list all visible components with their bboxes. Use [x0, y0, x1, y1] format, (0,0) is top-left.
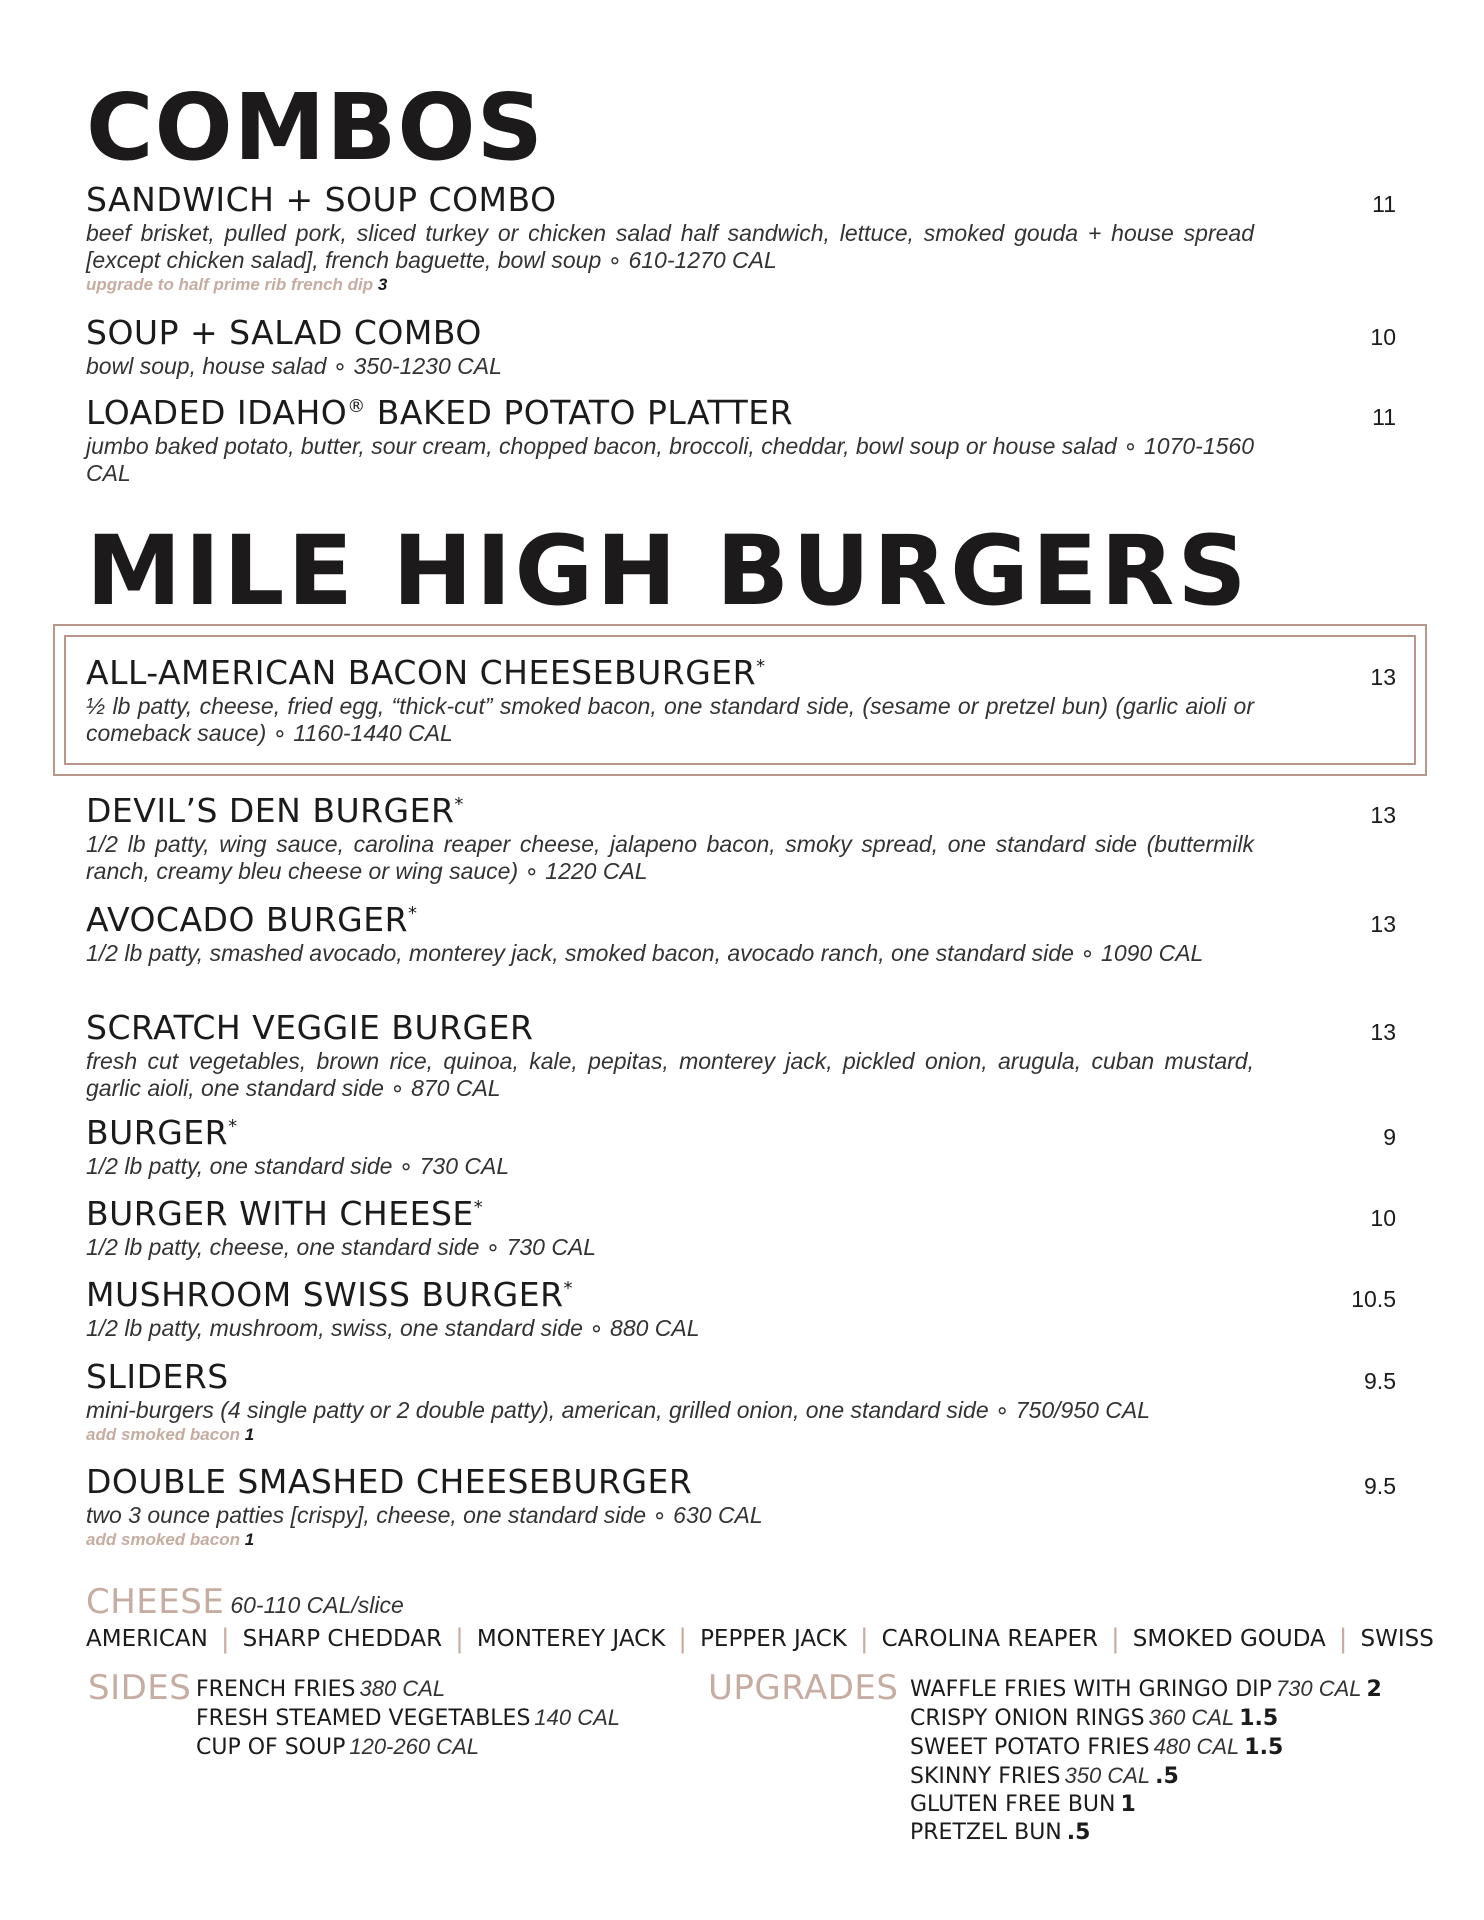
- item-price: 13: [1370, 911, 1396, 937]
- item-name: DOUBLE SMASHED CHEESEBURGER: [86, 1462, 693, 1501]
- item-name: SCRATCH VEGGIE BURGER: [86, 1008, 534, 1047]
- cheese-calories: 60-110 CAL/slice: [230, 1592, 404, 1618]
- line-item-name: FRENCH FRIES: [196, 1677, 356, 1702]
- line-item-price: 1.5: [1239, 1706, 1279, 1731]
- item-name: [86, 900, 1396, 939]
- item-name: [86, 1113, 1396, 1152]
- item-name-text: DEVIL’S DEN BURGER: [86, 791, 455, 830]
- sides-list: [196, 1675, 716, 1762]
- side-item: [196, 1675, 716, 1704]
- item-price: 13: [1370, 664, 1396, 690]
- upgrade-item: [910, 1762, 1450, 1791]
- line-item-calories: 480 CAL: [1153, 1734, 1240, 1759]
- menu-item-burger-with-cheese: [86, 1194, 1396, 1261]
- item-price: 10: [1370, 1205, 1396, 1231]
- item-name: [86, 791, 1396, 830]
- cheese-separator: |: [1338, 1624, 1348, 1654]
- line-item-calories: 120-260 CAL: [349, 1734, 479, 1759]
- menu-item-scratch-veggie-burger: [86, 1008, 1396, 1102]
- menu-item-sliders: [86, 1357, 1396, 1445]
- item-description: 1/2 lb patty, mushroom, swiss, one standard side ∘ 880 CAL: [86, 1314, 700, 1341]
- upgrade-item: [910, 1819, 1450, 1847]
- item-addon: [86, 275, 1396, 295]
- addon-label: add smoked bacon: [86, 1529, 240, 1549]
- item-price: 13: [1370, 802, 1396, 828]
- line-item-name: PRETZEL BUN: [910, 1820, 1062, 1845]
- addon-label: upgrade to half prime rib french dip: [86, 274, 374, 294]
- line-item-name: WAFFLE FRIES WITH GRINGO DIP: [910, 1677, 1272, 1702]
- item-description: 1/2 lb patty, smashed avocado, monterey jack, smoked bacon, avocado ranch, one standard side ∘ 1090 CAL: [86, 939, 1204, 966]
- line-item-calories: 730 CAL: [1275, 1676, 1362, 1701]
- asterisk-mark: *: [408, 903, 418, 924]
- cheese-separator: |: [1111, 1624, 1120, 1654]
- addon-price: 1: [244, 1424, 255, 1444]
- item-price: 9: [1383, 1124, 1396, 1150]
- item-description: beef brisket, pulled pork, sliced turkey or chicken salad half sandwich, lettuce, smoked gouda + house spread [except chicken salad], french baguette, bowl soup ∘ 610-1270 CAL: [86, 219, 1254, 273]
- cheese-option: CAROLINA REAPER: [881, 1626, 1099, 1652]
- registered-mark: ®: [347, 396, 366, 417]
- item-addon: [86, 1530, 1396, 1550]
- item-description: bowl soup, house salad ∘ 350-1230 CAL: [86, 352, 502, 379]
- line-item-price: 2: [1366, 1677, 1382, 1702]
- upgrade-item: [910, 1733, 1450, 1762]
- menu-item-double-smashed-cheeseburger: [86, 1462, 1396, 1550]
- item-name-text: AVOCADO BURGER: [86, 900, 408, 939]
- upgrade-item: [910, 1704, 1450, 1733]
- item-name-text: BURGER: [86, 1113, 229, 1152]
- line-item-price: 1: [1120, 1792, 1136, 1817]
- cheese-option: SMOKED GOUDA: [1132, 1626, 1326, 1652]
- cheese-separator: |: [455, 1624, 464, 1654]
- item-name-part: BAKED POTATO PLATTER: [365, 393, 794, 432]
- line-item-calories: 140 CAL: [534, 1705, 621, 1730]
- burgers-title: MILE HIGH BURGERS: [86, 515, 1250, 627]
- cheese-label: CHEESE: [86, 1582, 225, 1622]
- item-description: two 3 ounce patties [crispy], cheese, one standard side ∘ 630 CAL: [86, 1501, 763, 1528]
- line-item-name: SWEET POTATO FRIES: [910, 1735, 1150, 1760]
- cheese-option: MONTEREY JACK: [476, 1626, 666, 1652]
- menu-item-devils-den-burger: [86, 791, 1396, 885]
- asterisk-mark: *: [563, 1278, 573, 1299]
- item-name-part: LOADED IDAHO: [86, 393, 348, 432]
- item-name: [86, 1194, 1396, 1233]
- item-name: [86, 393, 1396, 432]
- menu-item-soup-salad-combo: [86, 313, 1396, 380]
- cheese-options: [86, 1582, 1434, 1654]
- item-price: 13: [1370, 1019, 1396, 1045]
- asterisk-mark: *: [473, 1197, 484, 1218]
- upgrades-label: UPGRADES: [708, 1668, 899, 1708]
- item-price: 10: [1370, 324, 1396, 350]
- upgrade-item: [910, 1791, 1450, 1819]
- line-item-price: .5: [1066, 1820, 1091, 1845]
- menu-item-sandwich-soup-combo: [86, 180, 1396, 295]
- asterisk-mark: *: [454, 794, 464, 815]
- side-item: [196, 1733, 716, 1762]
- cheese-option: AMERICAN: [86, 1626, 208, 1652]
- asterisk-mark: *: [228, 1116, 238, 1137]
- item-price: 9.5: [1364, 1368, 1396, 1394]
- cheese-separator: |: [678, 1624, 688, 1654]
- menu-item-loaded-idaho-potato: [86, 393, 1396, 487]
- item-name-text: MUSHROOM SWISS BURGER: [86, 1275, 564, 1314]
- cheese-option: PEPPER JACK: [700, 1626, 847, 1652]
- cheese-option: SHARP CHEDDAR: [242, 1626, 443, 1652]
- cheese-header: [86, 1582, 1406, 1622]
- line-item-price: 1.5: [1244, 1735, 1284, 1760]
- item-description: jumbo baked potato, butter, sour cream, chopped bacon, broccoli, cheddar, bowl soup or house salad ∘ 1070-1560 CAL: [86, 432, 1254, 486]
- combos-title: COMBOS: [86, 74, 544, 181]
- item-description: fresh cut vegetables, brown rice, quinoa, kale, pepitas, monterey jack, pickled onion, arugula, cuban mustard, garlic aioli, one standard side ∘ 870 CAL: [86, 1047, 1254, 1101]
- item-description: 1/2 lb patty, cheese, one standard side ∘ 730 CAL: [86, 1233, 597, 1260]
- line-item-name: GLUTEN FREE BUN: [910, 1792, 1116, 1817]
- item-price: 11: [1372, 191, 1396, 217]
- item-name: SANDWICH + SOUP COMBO: [86, 180, 557, 219]
- item-description: 1/2 lb patty, one standard side ∘ 730 CAL: [86, 1152, 510, 1179]
- item-price: 9.5: [1364, 1473, 1396, 1499]
- menu-item-burger: [86, 1113, 1396, 1180]
- item-description: 1/2 lb patty, wing sauce, carolina reaper cheese, jalapeno bacon, smoky spread, one standard side (buttermilk ranch, creamy bleu cheese or wing sauce) ∘ 1220 CAL: [86, 830, 1254, 884]
- item-name: SOUP + SALAD COMBO: [86, 313, 482, 352]
- line-item-calories: 360 CAL: [1148, 1705, 1235, 1730]
- line-item-name: CRISPY ONION RINGS: [910, 1706, 1145, 1731]
- cheese-option: SWISS: [1360, 1626, 1434, 1652]
- cheese-list: [86, 1624, 1434, 1654]
- cheese-separator: |: [859, 1624, 869, 1654]
- item-name: [86, 1275, 1396, 1314]
- item-name-text: ALL-AMERICAN BACON CHEESEBURGER: [86, 653, 757, 692]
- asterisk-mark: *: [756, 656, 766, 677]
- menu-item-mushroom-swiss-burger: [86, 1275, 1396, 1342]
- item-addon: [86, 1425, 1396, 1445]
- line-item-name: FRESH STEAMED VEGETABLES: [196, 1706, 531, 1731]
- item-price: 11: [1372, 404, 1396, 430]
- line-item-name: CUP OF SOUP: [196, 1735, 346, 1760]
- upgrades-list: [910, 1675, 1450, 1847]
- addon-label: add smoked bacon: [86, 1424, 240, 1444]
- addon-price: 1: [244, 1529, 255, 1549]
- item-name: [86, 653, 1396, 692]
- line-item-price: .5: [1155, 1764, 1179, 1789]
- line-item-calories: 380 CAL: [359, 1676, 446, 1701]
- item-description: ½ lb patty, cheese, fried egg, “thick-cut” smoked bacon, one standard side, (sesame or pretzel bun) (garlic aioli or comeback sauce) ∘ 1160-1440 CAL: [86, 692, 1254, 746]
- sides-label: SIDES: [88, 1668, 192, 1708]
- item-name-text: BURGER WITH CHEESE: [86, 1194, 474, 1233]
- menu-item-all-american-bacon-cheeseburger: [86, 653, 1396, 747]
- side-item: [196, 1704, 716, 1733]
- menu-item-avocado-burger: [86, 900, 1396, 967]
- item-name: SLIDERS: [86, 1357, 229, 1396]
- line-item-name: SKINNY FRIES: [910, 1764, 1061, 1789]
- line-item-calories: 350 CAL: [1064, 1763, 1151, 1788]
- addon-price: 3: [377, 274, 388, 294]
- upgrade-item: [910, 1675, 1450, 1704]
- item-price: 10.5: [1351, 1286, 1396, 1312]
- cheese-separator: |: [220, 1624, 230, 1654]
- item-description: mini-burgers (4 single patty or 2 double patty), american, grilled onion, one standard side ∘ 750/950 CAL: [86, 1396, 1151, 1423]
